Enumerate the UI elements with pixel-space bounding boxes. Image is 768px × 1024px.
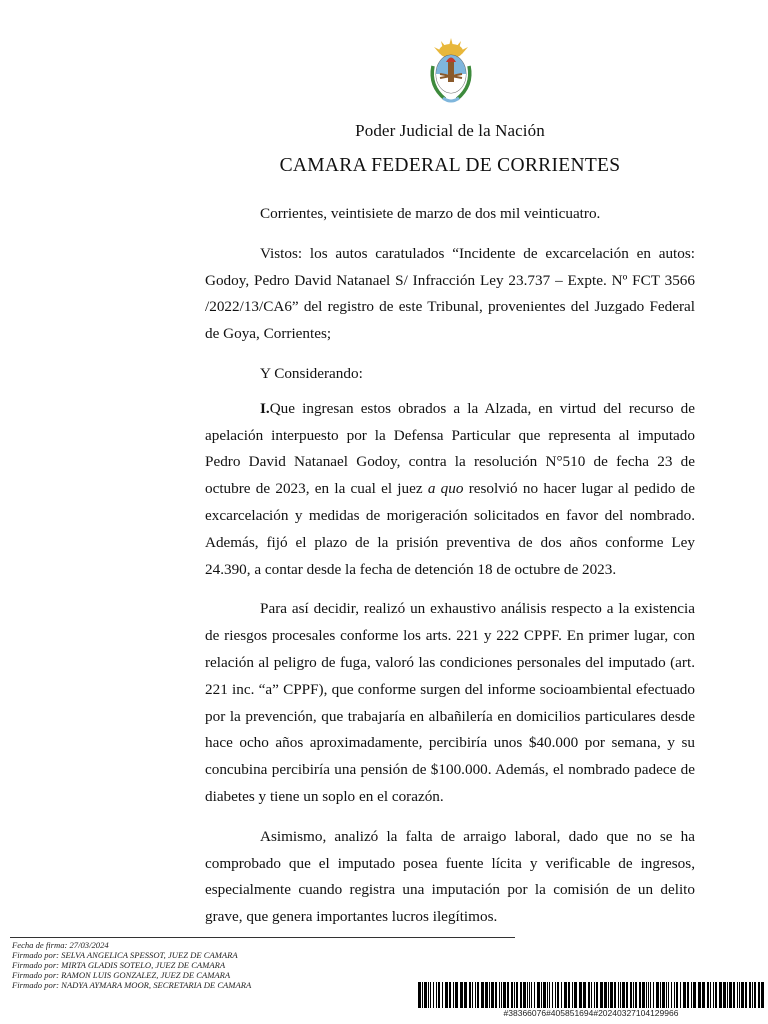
arraigo-paragraph: Asimismo, analizó la falta de arraigo laboral, dado que no se ha comprobado que el imputado posea fuente lícita y verificable de ingresos, especialmente cuando registra una imputación por la comisión de un delito grave, que genera importantes lucros ilegítimos. (205, 827, 695, 926)
paragraph-number: I. (260, 399, 270, 417)
institution-name: Poder Judicial de la Nación (355, 121, 545, 140)
footer-divider (10, 937, 515, 938)
paragraph-one-text-b: resolvió no hacer lugar al pedido de excarcelación y medidas de morigeración solicitados en favor del nombrado. Además, fijó el plazo de la prisión preventiva de dos años conforme Ley 24.390, a contar desde la fecha de detención 18 de octubre de 2023. (205, 480, 695, 578)
court-name: CAMARA FEDERAL DE CORRIENTES (279, 155, 621, 176)
signer-line: Firmado por: SELVA ANGELICA SPESSOT, JUEZ DE CAMARA (12, 950, 238, 960)
argentina-coat-of-arms-icon (425, 36, 477, 108)
signature-date: Fecha de firma: 27/03/2024 (12, 940, 109, 950)
signer-line: Firmado por: NADYA AYMARA MOOR, SECRETARIA DE CAMARA (12, 980, 252, 990)
date-paragraph: Corrientes, veintisiete de marzo de dos mil veinticuatro. (260, 205, 601, 222)
barcode-number: #38366076#405851694#20240327104129966 (503, 1008, 679, 1018)
paragraph-one-italic: a quo (427, 480, 464, 498)
barcode-icon (418, 982, 764, 1008)
resolution-body (205, 201, 695, 944)
paragraph-one (205, 396, 695, 584)
paragraph-one-text-a: Que ingresan estos obrados a la Alzada, en virtud del recurso de apelación interpuesto por la Defensa Particular que representa al imputado Pedro David Natanael Godoy, contra la resolución N°510 de fecha 23 de octubre de 2023, en la cual el juez (205, 399, 695, 498)
signature-block (12, 940, 432, 990)
analysis-paragraph: Para así decidir, realizó un exhaustivo análisis respecto a la existencia de riesgos procesales conforme los arts. 221 y 222 CPPF. En primer lugar, con relación al peligro de fuga, valoró las condiciones personales del imputado (art. 221 inc. “a” CPPF), que conforme surgen del informe socioambiental efectuado por la prevención, que trabajaría en albañilería en domicilios particulares desde hace ocho años aproximadamente, percibiría unos $40.000 por semana, y su concubina percibiría una pensión de $100.000. Además, el nombrado padece de diabetes y tiene un soplo en el corazón. (205, 600, 695, 805)
signer-line: Firmado por: RAMON LUIS GONZALEZ, JUEZ DE CAMARA (12, 970, 231, 980)
signer-line: Firmado por: MIRTA GLADIS SOTELO, JUEZ DE CAMARA (12, 960, 226, 970)
vistos-paragraph: Vistos: los autos caratulados “Incidente de excarcelación en autos: Godoy, Pedro David Natanael S/ Infracción Ley 23.737 – Expte. Nº FCT 3566 /2022/13/CA6” del registro de este Tribunal, provenientes del Juzgado Federal de Goya, Corrientes; (205, 244, 695, 343)
considerando-heading: Y Considerando: (260, 364, 363, 382)
